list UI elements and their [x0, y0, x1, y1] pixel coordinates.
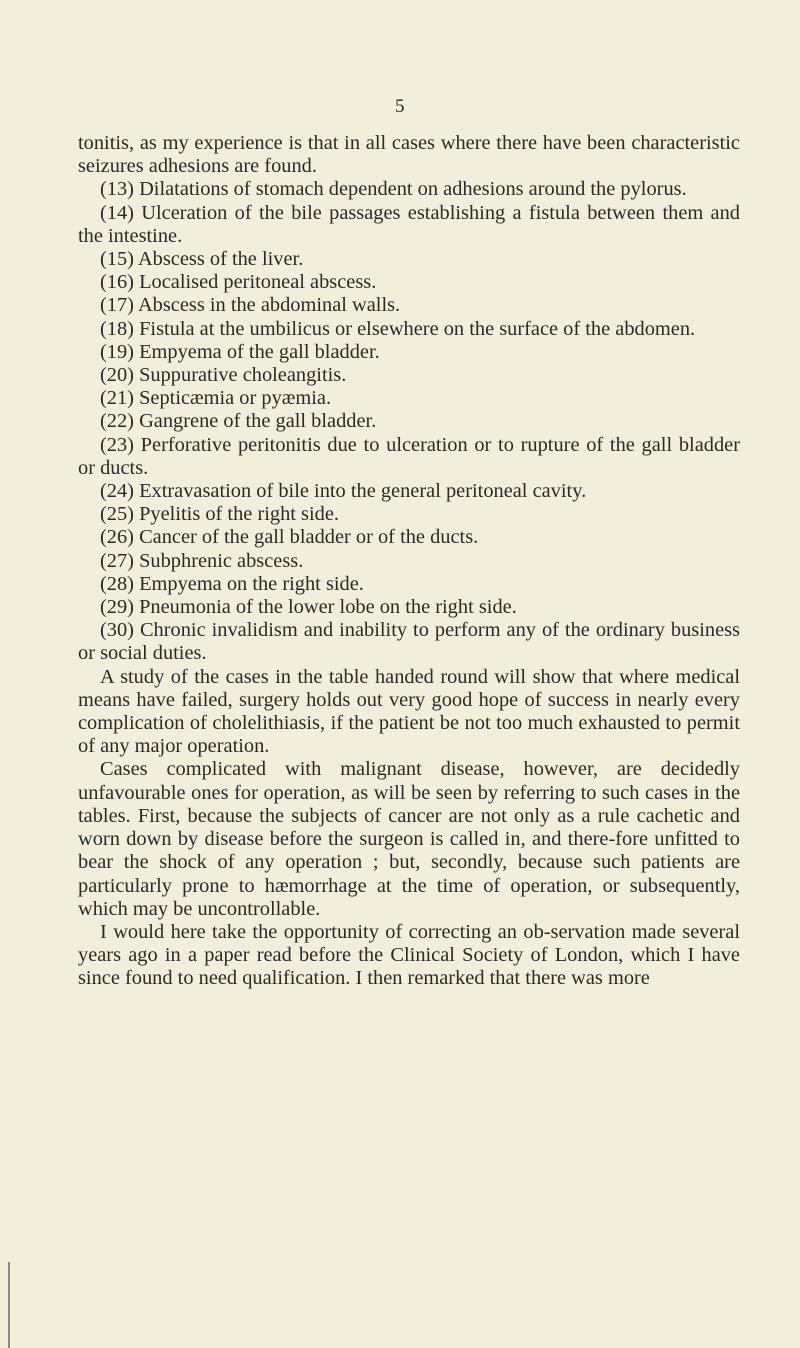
page-number: 5 [395, 96, 405, 117]
list-item-15: (15) Abscess of the liver. [100, 248, 304, 271]
paragraph-malignant: Cases complicated with malignant disease, however, are decidedly unfavourable ones for operation, as will be seen by referring to such cases in the tables. First, because the subjects of cancer are not only as a rule cachetic and worn down by disease before the surgeon is called in, and there-fore unfitted to bear the shock of any operation ; but, secondly, because such patients are particularly prone to hæmorrhage at the time of operation, or subsequently, which may be uncontrollable. [78, 758, 740, 920]
list-item-13: (13) Dilatations of stomach dependent on adhesions around the pylorus. [100, 178, 687, 201]
paragraph-continuation: tonitis, as my experience is that in all cases where there have been characteristic seizures adhesions are found. [78, 132, 740, 178]
list-item-29: (29) Pneumonia of the lower lobe on the right side. [100, 596, 517, 619]
list-item-25: (25) Pyelitis of the right side. [100, 503, 339, 526]
list-item-20: (20) Suppurative choleangitis. [100, 364, 347, 387]
list-item-17: (17) Abscess in the abdominal walls. [100, 294, 401, 317]
list-item-14: (14) Ulceration of the bile passages establishing a fistula between them and the intestine. [78, 201, 740, 247]
list-item-16: (16) Localised peritoneal abscess. [100, 271, 377, 294]
list-item-26: (26) Cancer of the gall bladder or of the ducts. [100, 526, 479, 549]
list-item-24: (24) Extravasation of bile into the general peritoneal cavity. [100, 480, 587, 503]
paragraph-study: A study of the cases in the table handed round will show that where medical means have failed, surgery holds out very good hope of success in nearly every complication of cholelithiasis, if the patient be not too much exhausted to permit of any major operation. [78, 665, 740, 758]
paragraph-correction: I would here take the opportunity of correcting an ob-servation made several years ago in a paper read before the Clinical Society of London, which I have since found to need qualification. I then remarked that there was more [78, 920, 740, 990]
list-item-28: (28) Empyema on the right side. [100, 572, 364, 595]
list-item-19: (19) Empyema of the gall bladder. [100, 340, 380, 363]
list-item-27: (27) Subphrenic abscess. [100, 549, 304, 572]
list-item-30: (30) Chronic invalidism and inability to perform any of the ordinary business or social duties. [78, 619, 740, 665]
list-item-21: (21) Septicæmia or pyæmia. [100, 387, 332, 410]
page-edge-line [8, 1262, 10, 1348]
list-item-18: (18) Fistula at the umbilicus or elsewhere on the surface of the abdomen. [100, 317, 696, 340]
list-item-23: (23) Perforative peritonitis due to ulceration or to rupture of the gall bladder or ducts. [78, 433, 740, 479]
body-text [78, 132, 740, 991]
list-item-22: (22) Gangrene of the gall bladder. [100, 410, 377, 433]
